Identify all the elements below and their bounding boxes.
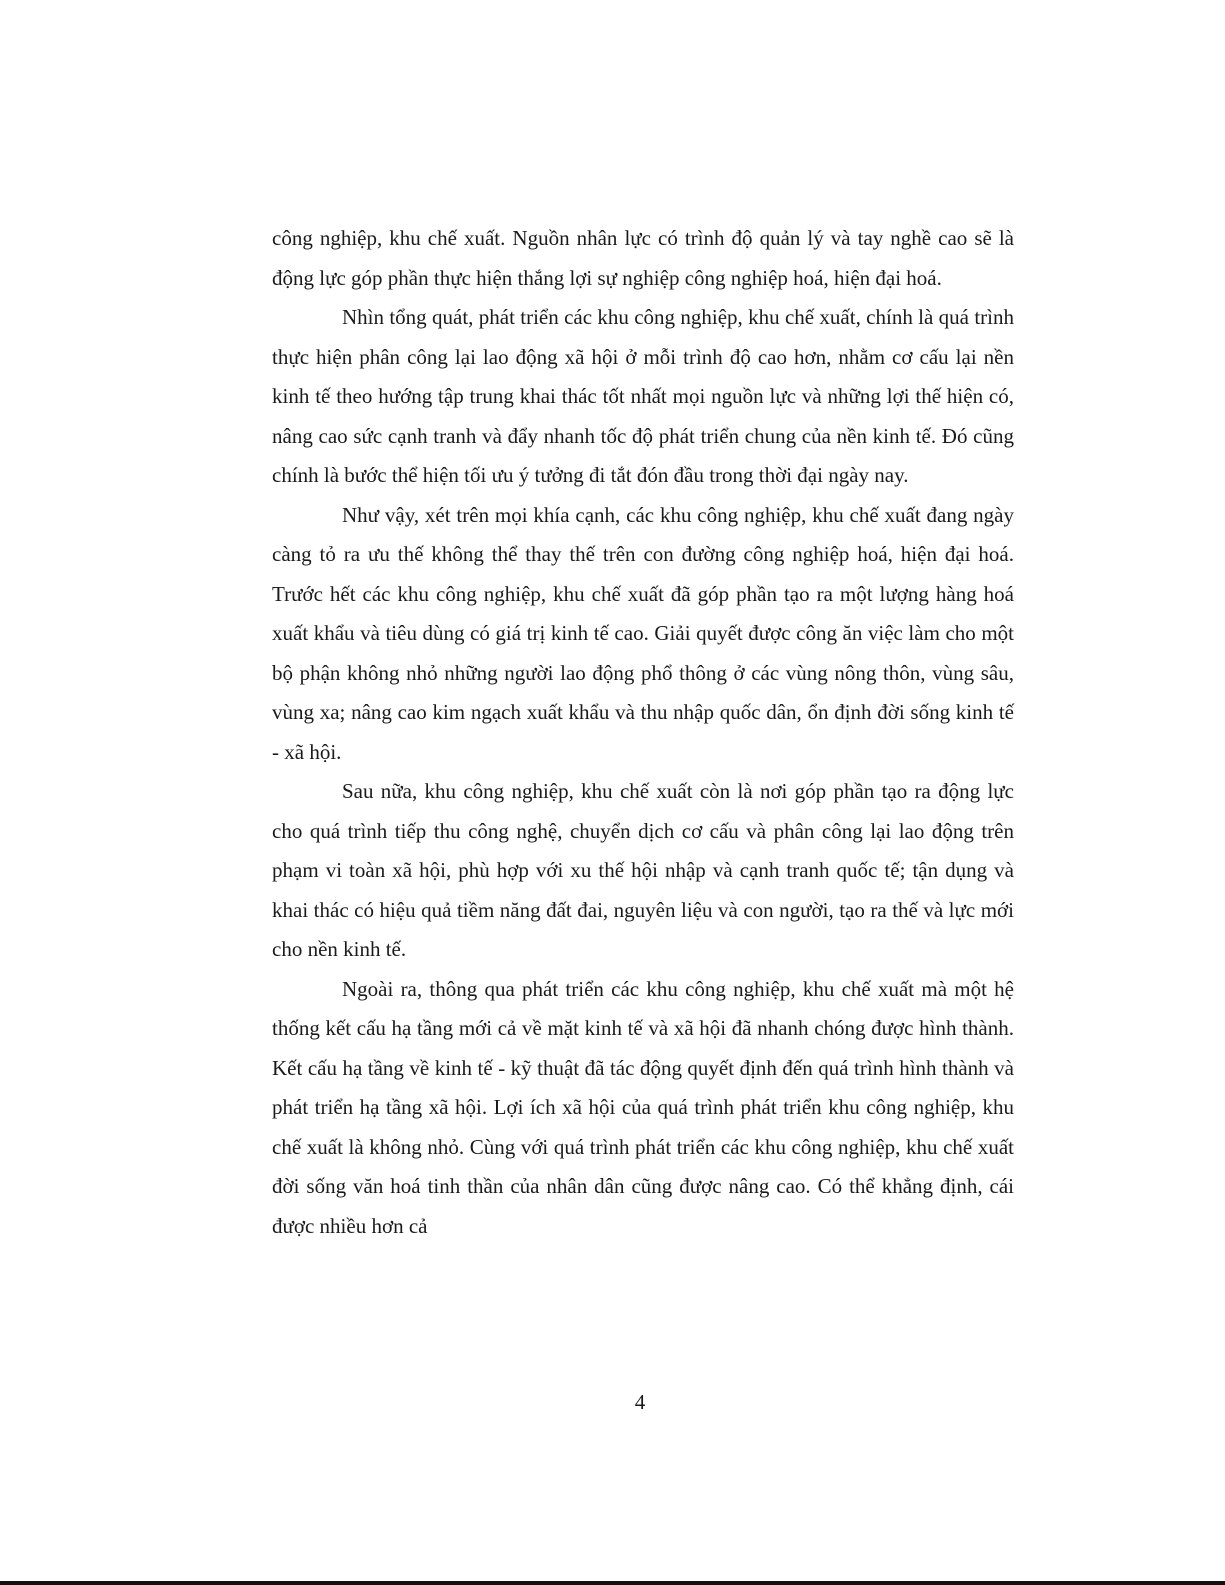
paragraph-5: Ngoài ra, thông qua phát triển các khu công nghiệp, khu chế xuất mà một hệ thống kết cấu hạ tầng mới cả về mặt kinh tế và xã hội đã nhanh chóng được hình thành. Kết cấu hạ tầng về kinh tế - kỹ thuật đã tác động quyết định đến quá trình hình thành và phát triển hạ tầng xã hội. Lợi ích xã hội của quá trình phát triển khu công nghiệp, khu chế xuất là không nhỏ. Cùng với quá trình phát triển các khu công nghiệp, khu chế xuất đời sống văn hoá tinh thần của nhân dân cũng được nâng cao. Có thể khẳng định, cái được nhiều hơn cả xyxy=(272,976,1014,1238)
paragraph-4: Sau nữa, khu công nghiệp, khu chế xuất còn là nơi góp phần tạo ra động lực cho quá trình tiếp thu công nghệ, chuyển dịch cơ cấu và phân công lại lao động trên phạm vi toàn xã hội, phù hợp với xu thế hội nhập và cạnh tranh quốc tế; tận dụng và khai thác có hiệu quả tiềm năng đất đai, nguyên liệu và con người, tạo ra thế và lực mới cho nền kinh tế. xyxy=(272,779,1014,961)
paragraph-3: Như vậy, xét trên mọi khía cạnh, các khu công nghiệp, khu chế xuất đang ngày càng tỏ ra ưu thế không thể thay thế trên con đường công nghiệp hoá, hiện đại hoá. Trước hết các khu công nghiệp, khu chế xuất đã góp phần tạo ra một lượng hàng hoá xuất khẩu và tiêu dùng có giá trị kinh tế cao. Giải quyết được công ăn việc làm cho một bộ phận không nhỏ những người lao động phổ thông ở các vùng nông thôn, vùng sâu, vùng xa; nâng cao kim ngạch xuất khẩu và thu nhập quốc dân, ổn định đời sống kinh tế - xã hội. xyxy=(272,502,1014,764)
bottom-edge-rule xyxy=(0,1581,1225,1585)
paragraph-2: Nhìn tổng quát, phát triển các khu công nghiệp, khu chế xuất, chính là quá trình thực hiện phân công lại lao động xã hội ở mỗi trình độ cao hơn, nhằm cơ cấu lại nền kinh tế theo hướng tập trung khai thác tốt nhất mọi nguồn lực và những lợi thế hiện có, nâng cao sức cạnh tranh và đẩy nhanh tốc độ phát triển chung của nền kinh tế. Đó cũng chính là bước thể hiện tối ưu ý tưởng đi tắt đón đầu trong thời đại ngày nay. xyxy=(272,305,1014,487)
body-text xyxy=(272,219,1014,1246)
paragraph-1: công nghiệp, khu chế xuất. Nguồn nhân lực có trình độ quản lý và tay nghề cao sẽ là động lực góp phần thực hiện thắng lợi sự nghiệp công nghiệp hoá, hiện đại hoá. xyxy=(272,226,1014,290)
page-number: 4 xyxy=(634,1390,646,1414)
